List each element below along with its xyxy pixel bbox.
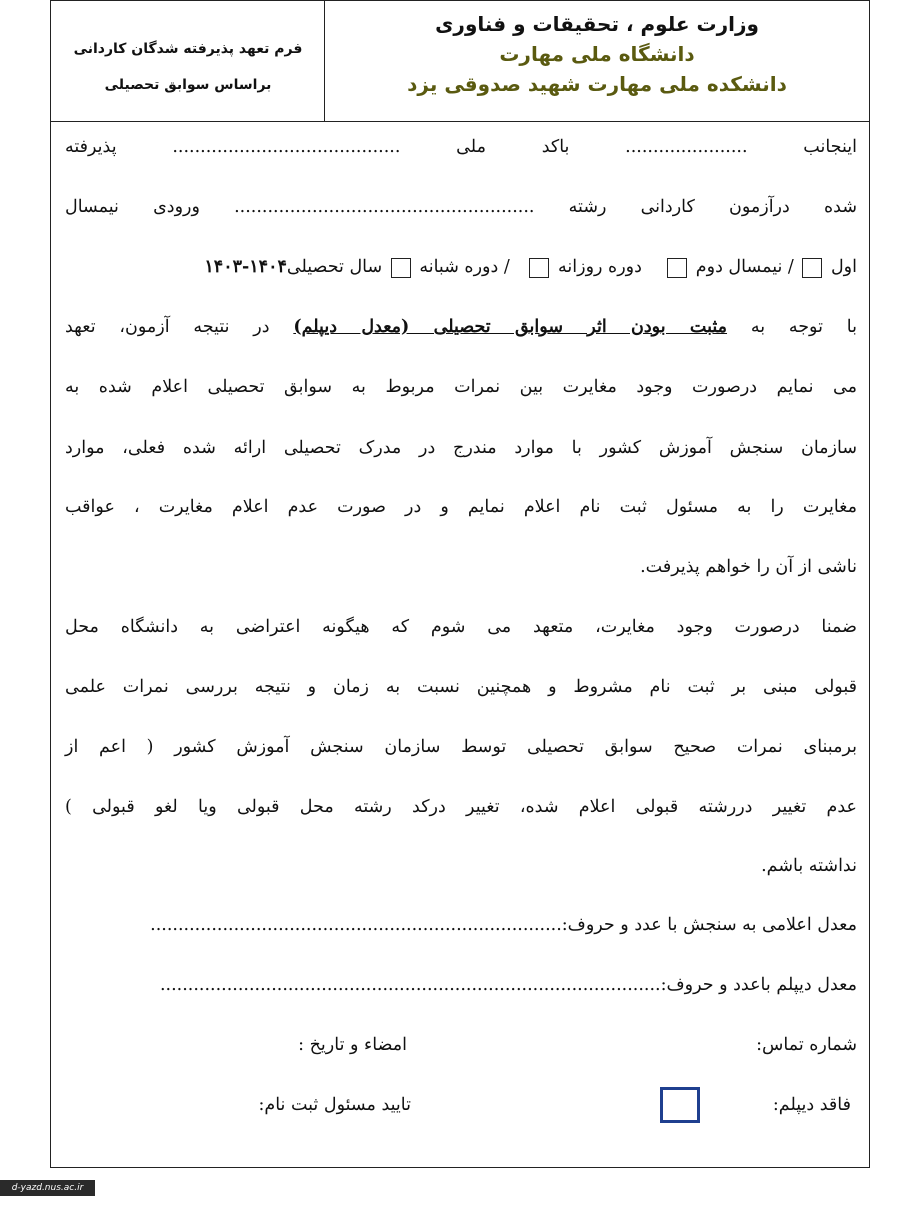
positive-record-phrase: مثبت بودن اثر سوابق تحصیلی (معدل دیپلم) <box>293 317 728 337</box>
registrar-confirmation-label: تایید مسئول ثبت نام: <box>258 1095 411 1115</box>
diploma-average-field[interactable]: معدل دیپلم باعدد و حروف:.......................................................................................... <box>159 975 857 995</box>
institution-block <box>331 9 863 99</box>
second-semester-checkbox[interactable] <box>667 258 687 278</box>
faculty-name: دانشکده ملی مهارت شهید صدوقی یزد <box>407 72 787 96</box>
line-10: قبولی مبنی بر ثبت نام مشروط و همچنین نسبت به زمان و نتیجه بررسی نمرات علمی <box>65 677 857 697</box>
header-divider <box>324 1 325 122</box>
line-6: سازمان سنجش آموزش کشور با موارد مندرج در مدرک تحصیلی ارائه شده فعلی، موارد <box>65 438 857 458</box>
form-header <box>51 1 869 122</box>
university-name: دانشگاه ملی مهارت <box>499 42 695 66</box>
line-4 <box>65 317 857 337</box>
day-course-checkbox[interactable] <box>529 258 549 278</box>
form-title-block <box>55 31 321 103</box>
line-7: مغایرت را به مسئول ثبت نام اعلام نمایم و در صورت عدم اعلام مغایرت ، عواقب <box>65 497 857 517</box>
no-diploma-label: فاقد دیپلم: <box>772 1095 851 1115</box>
line-8: ناشی از آن را خواهم پذیرفت. <box>640 557 857 577</box>
evening-course-checkbox[interactable] <box>391 258 411 278</box>
form-title-line-1: فرم تعهد پذیرفته شدگان کاردانی <box>73 41 303 57</box>
no-diploma-checkbox[interactable] <box>660 1087 700 1123</box>
line-2: شده درآزمون کاردانی رشته ...................................................... ورودی نیمسال <box>65 197 857 217</box>
ministry-name: وزارت علوم ، تحقیقات و فناوری <box>435 12 759 36</box>
form-frame <box>50 0 870 1168</box>
line-13: نداشته باشم. <box>761 856 857 876</box>
signature-date-label: امضاء و تاریخ : <box>298 1035 407 1055</box>
form-title-line-2: براساس سوابق تحصیلی <box>104 77 272 93</box>
evening-course-label: / دوره شبانه <box>419 257 510 277</box>
first-semester-checkbox[interactable] <box>802 258 822 278</box>
phone-label: شماره تماس: <box>756 1035 857 1055</box>
line-5: می نمایم درصورت وجود مغایرت بین نمرات مربوط به سوابق تحصیلی اعلام شده به <box>65 377 857 397</box>
line-9: ضمنا درصورت وجود مغایرت، متعهد می شوم که هیگونه اعتراضی به دانشگاه محل <box>65 617 857 637</box>
first-semester-label: اول <box>830 257 857 277</box>
academic-year-label: سال تحصیلی <box>286 257 383 277</box>
second-semester-label: / نیمسال دوم <box>695 257 794 277</box>
line-1: اینجانب ...................... باکد ملی ......................................... پذیرفته <box>65 137 857 157</box>
academic-year-value: ۱۴۰۴-۱۴۰۳ <box>204 257 287 277</box>
announced-average-field[interactable]: معدل اعلامی به سنجش با عدد و حروف:.......................................................................... <box>150 915 857 935</box>
line-4-start: با توجه به <box>750 317 857 337</box>
line-3-options <box>65 257 857 278</box>
line-11: برمبنای نمرات صحیح سوابق تحصیلی توسط سازمان سنجش آموزش کشور ( اعم از <box>65 737 857 757</box>
line-4-end: در نتیجه آزمون، تعهد <box>65 317 270 337</box>
site-url-tag: d-yazd.nus.ac.ir <box>0 1180 95 1196</box>
day-course-label: دوره روزانه <box>558 257 642 277</box>
line-12: عدم تغییر دررشته قبولی اعلام شده، تغییر درکد رشته محل قبولی ویا لغو قبولی ) <box>65 797 857 817</box>
